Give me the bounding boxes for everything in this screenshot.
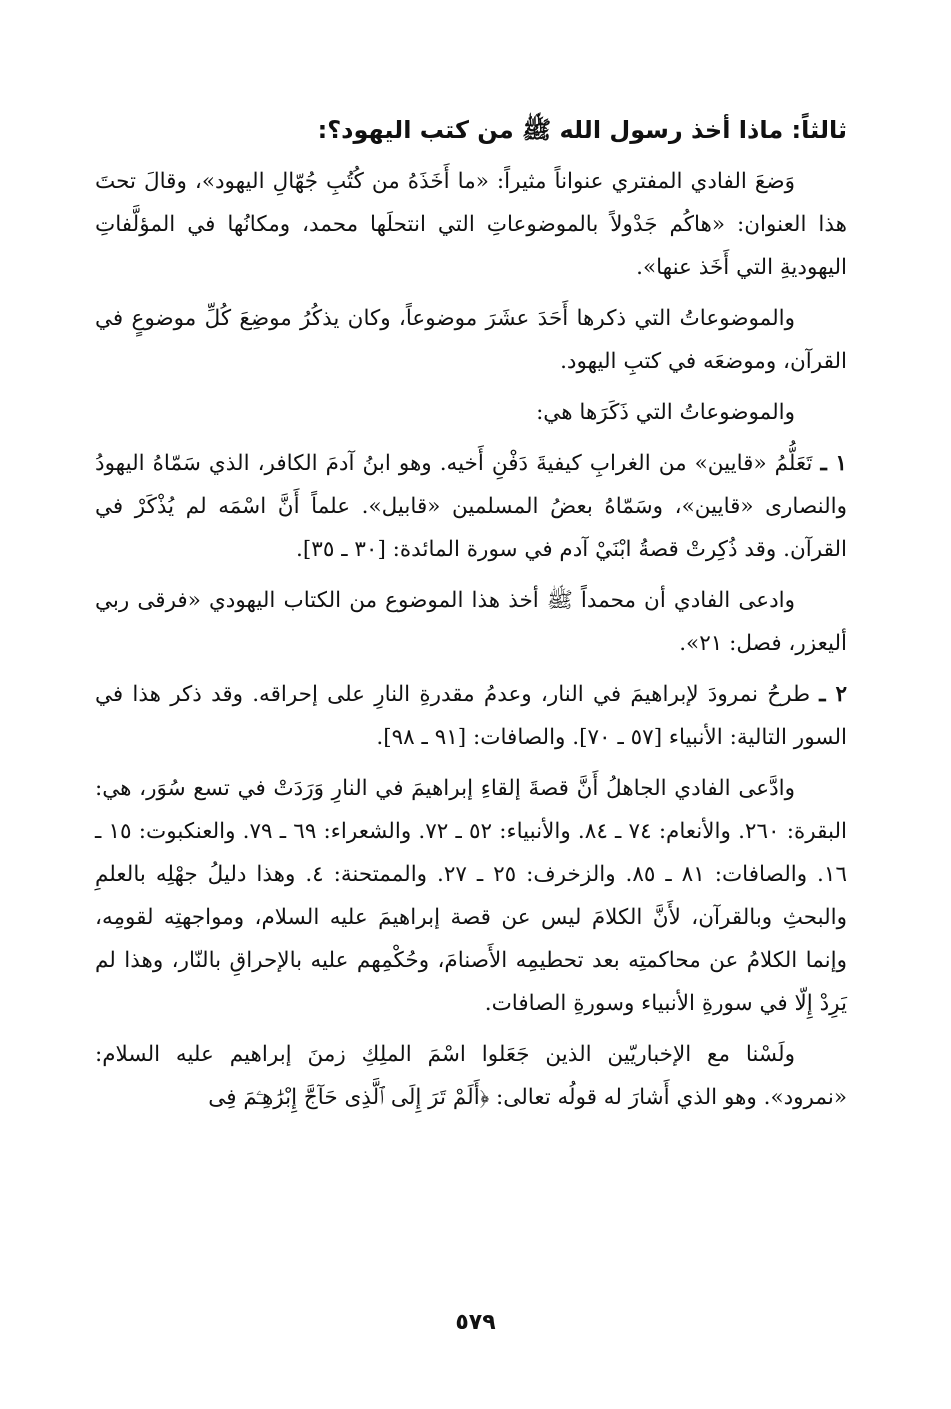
page-number: ٥٧٩ <box>455 1310 496 1335</box>
paragraph-p7 <box>95 767 847 1025</box>
paragraph-text: ولَسْنا مع الإخباريّين الذين جَعَلوا اسْمَ الملِكِ زمنَ إبراهيم عليه السلام: «نمرود». وهو الذي أَشارَ له قولُه تعالى: ﴿أَلَمْ تَرَ إِلَى ٱلَّذِى حَآجَّ إِبْرَٰهِـۧمَ فِى <box>95 1042 847 1110</box>
paragraph-text: تَعَلُّمُ «قايين» من الغرابِ كيفيةَ دَفْنِ أَخيه. وهو ابنُ آدمَ الكافر، الذي سَمّاهُ اليهودُ والنصارى «قايين»، وسَمّاهُ بعضُ المسلمين «قابيل». علماً أَنَّ اسْمَه لم يُذْكَرْ في القرآن. وقد ذُكِرتْ قصةُ ابْنَيْ آدم في سورة المائدة: [٣٠ ـ ٣٥]. <box>95 451 847 562</box>
paragraph-p6 <box>95 673 847 759</box>
paragraph-text: والموضوعاتُ التي ذكرها أَحَدَ عشَرَ موضوعاً، وكان يذكُرُ موضِعَ كُلِّ موضوعٍ في القرآن، وموضعَه في كتبِ اليهود. <box>95 306 847 374</box>
paragraph-p8 <box>95 1033 847 1119</box>
list-number: ٢ ـ <box>819 682 847 707</box>
paragraph-p3 <box>95 391 847 434</box>
paragraph-p5 <box>95 579 847 665</box>
paragraph-text: وَضعَ الفادي المفتري عنواناً مثيراً: «ما أَخَذَهُ من كُتُبِ جُهّالِ اليهود»، وقالَ تحتَ هذا العنوان: «هاكُم جَدْولاً بالموضوعاتِ التي انتحلَها محمد، ومكانُها في المؤلَّفاتِ اليهوديةِ التي أَخَذ عنها». <box>95 169 847 280</box>
paragraph-p1 <box>95 160 847 289</box>
paragraph-text: وادعى الفادي أن محمداً ﷺ أخذ هذا الموضوع من الكتاب اليهودي «فرقى ربي أليعزر، فصل: ٢١». <box>95 588 847 656</box>
paragraph-list <box>95 160 847 1119</box>
paragraph-text: والموضوعاتُ التي ذَكَرَها هي: <box>536 400 795 425</box>
paragraph-text: وادَّعى الفادي الجاهلُ أَنَّ قصةَ إلقاءِ إبراهيمَ في النارِ وَرَدَتْ في تسع سُوَر، هي: البقرة: ٢٦٠. والأنعام: ٧٤ ـ ٨٤. والأنبياء: ٥٢ ـ ٧٢. والشعراء: ٦٩ ـ ٧٩. والعنكبوت: ١٥ ـ ١٦. والصافات: ٨١ ـ ٨٥. والزخرف: ٢٥ ـ ٢٧. والممتحنة: ٤. وهذا دليلُ جهْلِه بالعلمِ والبحثِ وبالقرآن، لأَنَّ الكلامَ ليس عن قصة إبراهيمَ عليه السلام، ومواجهتِه لقومِه، وإنما الكلامُ عن محاكمتِه بعد تحطيمِه الأَصنامَ، وحُكْمِهم عليه بالإحراقِ بالنّار، وهذا لم يَرِدْ إِلّا في سورةِ الأنبياء وسورةِ الصافات. <box>95 776 848 1016</box>
list-number: ١ ـ <box>820 451 847 476</box>
page-body <box>95 108 847 1127</box>
section-heading: ثالثاً: ماذا أخذ رسول الله ﷺ من كتب اليهود؟: <box>317 116 847 144</box>
paragraph-p4 <box>95 442 847 571</box>
paragraph-p2 <box>95 297 847 383</box>
paragraph-text: طرحُ نمرودَ لإبراهيمَ في النار، وعدمُ مقدرةِ النارِ على إحراقه. وقد ذكر هذا في السور التالية: الأنبياء [٥٧ ـ ٧٠]. والصافات: [٩١ ـ ٩٨]. <box>95 682 847 750</box>
